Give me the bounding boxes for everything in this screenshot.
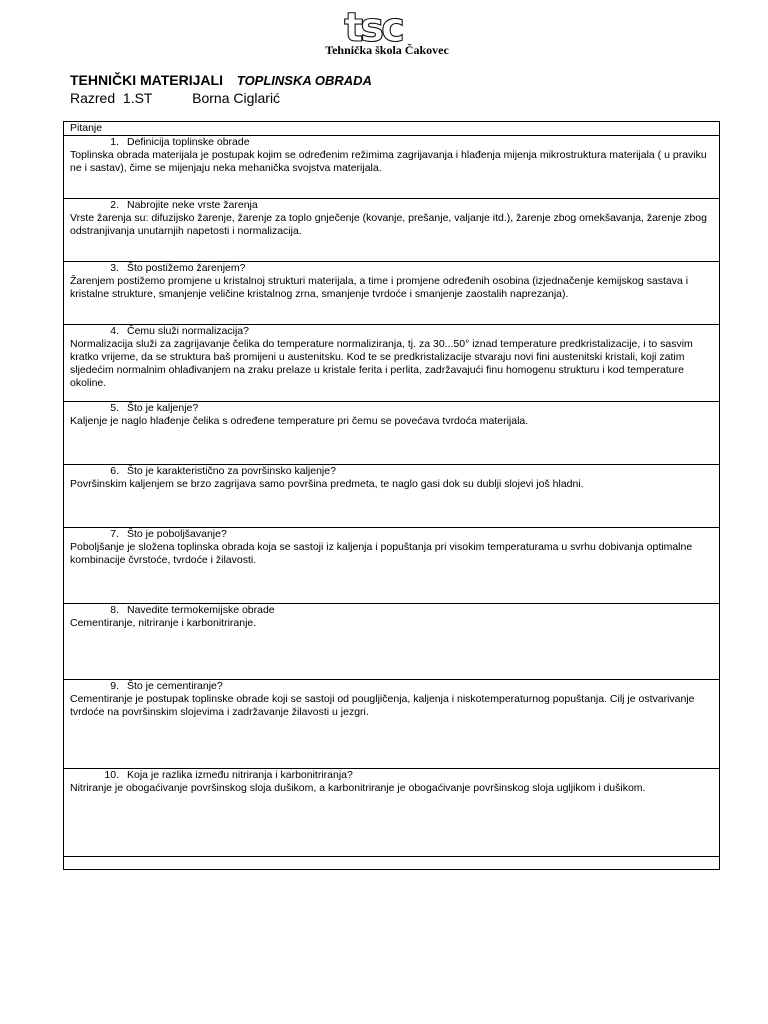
student-name: Borna Ciglarić [192,90,281,106]
table-row [64,604,720,680]
question-line [70,262,713,275]
questions-table [63,121,720,870]
subject-title: TEHNIČKI MATERIJALI [70,72,223,88]
question-text: Definicija toplinske obrade [127,136,250,148]
question-number: 4. [110,325,119,337]
answer-text: Žarenjem postižemo promjene u kristalnoj strukturi materijala, a time i promjene određenih osobina (izjednačenje kemijskog sastava i kristalne strukture, smanjenje veličine kristalnog zrna, smanjenje tvrdoće i smanjenje zaostalih naprezanja). [70,275,689,300]
topic-title: TOPLINSKA OBRADA [236,73,372,88]
question-cell [64,402,720,465]
question-cell [64,769,720,857]
question-number: 3. [110,262,119,274]
question-cell [64,604,720,680]
question-text: Što postižemo žarenjem? [127,262,246,274]
document-title [70,72,372,88]
table-row [64,528,720,604]
table-row [64,402,720,465]
school-logo [323,10,423,44]
logo-text: tsc [344,10,402,44]
table-row [64,199,720,262]
answer-text: Toplinska obrada materijala je postupak kojim se određenim režimima zagrijavanja i hlađenja mijenja mikrostruktura materijala ( u praviku ne i sastav), čime se mijenjaju neka mehanička svojstva materijala. [70,149,707,174]
answer-text: Nitriranje je obogaćivanje površinskog sloja dušikom, a karbonitriranje je obogaćivanje površinskog sloja ugljikom i dušikom. [70,782,646,794]
answer-text: Kaljenje je naglo hlađenje čelika s određene temperature pri čemu se povećava tvrdoća materijala. [70,415,529,427]
question-line [70,402,713,415]
question-text: Koja je razlika između nitriranja i karbonitriranja? [127,769,353,781]
question-number: 9. [110,680,119,692]
empty-cell [64,857,720,870]
table-row [64,136,720,199]
question-cell [64,680,720,769]
answer-text: Normalizacija služi za zagrijavanje čelika do temperature normaliziranja, tj. za 30...50° iznad temperature predkristalizacije, i to sasvim kratko vrijeme, da se struktura baš promijeni u austenitsku. Kod te se predkristalizacije stvaraju novi fini austenitski kristali, koji zatim sljedećim normalnim ohlađivanjem na zraku prelaze u kristale ferita i perlita, zadržavajući finu homogenu strukturu i kod temperature okoline. [70,338,693,389]
question-number: 8. [110,604,119,616]
question-number: 6. [110,465,119,477]
question-line [70,465,713,478]
question-number: 7. [110,528,119,540]
table-row [64,325,720,402]
question-text: Što je kaljenje? [127,402,199,414]
table-header-cell: Pitanje [64,122,720,136]
question-line [70,325,713,338]
table-header-row [64,122,720,136]
question-text: Što je karakteristično za površinsko kaljenje? [127,465,336,477]
question-text: Čemu služi normalizacija? [127,325,249,337]
question-number: 10. [104,769,119,781]
answer-text: Cementiranje je postupak toplinske obrade koji se sastoji od pougljičenja, kaljenja i niskotemperaturnog popuštanja. Cilj je ostvarivanje tvrdoće na površinskim slojevima i zadržavanje žilavosti u jezgri. [70,693,695,718]
question-cell [64,325,720,402]
answer-text: Poboljšanje je složena toplinska obrada koja se sastoji iz kaljenja i popuštanja pri visokim temperaturama u svrhu dobivanja optimalne kombinacije čvrstoće, tvrdoće i žilavosti. [70,541,693,566]
answer-text: Vrste žarenja su: difuzijsko žarenje, žarenje za toplo gnječenje (kovanje, prešanje, valjanje itd.), žarenje zbog omekšavanja, žarenje zbog odstranjivanja unutarnjih napetosti i normalizacija. [70,212,707,237]
question-line [70,604,713,617]
school-name: Tehnička škola Čakovec [325,43,449,57]
question-cell [64,199,720,262]
question-cell [64,262,720,325]
question-line [70,136,713,149]
question-line [70,199,713,212]
question-number: 5. [110,402,119,414]
question-line [70,769,713,782]
answer-text: Površinskim kaljenjem se brzo zagrijava samo površina predmeta, te naglo gasi dok su dublji slojevi još hladni. [70,478,584,490]
class-label: Razred 1.ST [70,90,153,106]
question-text: Što je cementiranje? [127,680,223,692]
question-text: Navedite termokemijske obrade [127,604,275,616]
question-text: Što je poboljšavanje? [127,528,227,540]
question-line [70,528,713,541]
question-cell [64,136,720,199]
table-row [64,680,720,769]
table-row [64,262,720,325]
table-row [64,465,720,528]
question-number: 1. [110,136,119,148]
question-text: Nabrojite neke vrste žarenja [127,199,258,211]
question-number: 2. [110,199,119,211]
question-cell [64,465,720,528]
table-row [64,769,720,857]
answer-text: Cementiranje, nitriranje i karbonitriranje. [70,617,257,629]
question-line [70,680,713,693]
class-student-line [70,90,280,106]
question-cell [64,528,720,604]
table-row-empty [64,857,720,870]
